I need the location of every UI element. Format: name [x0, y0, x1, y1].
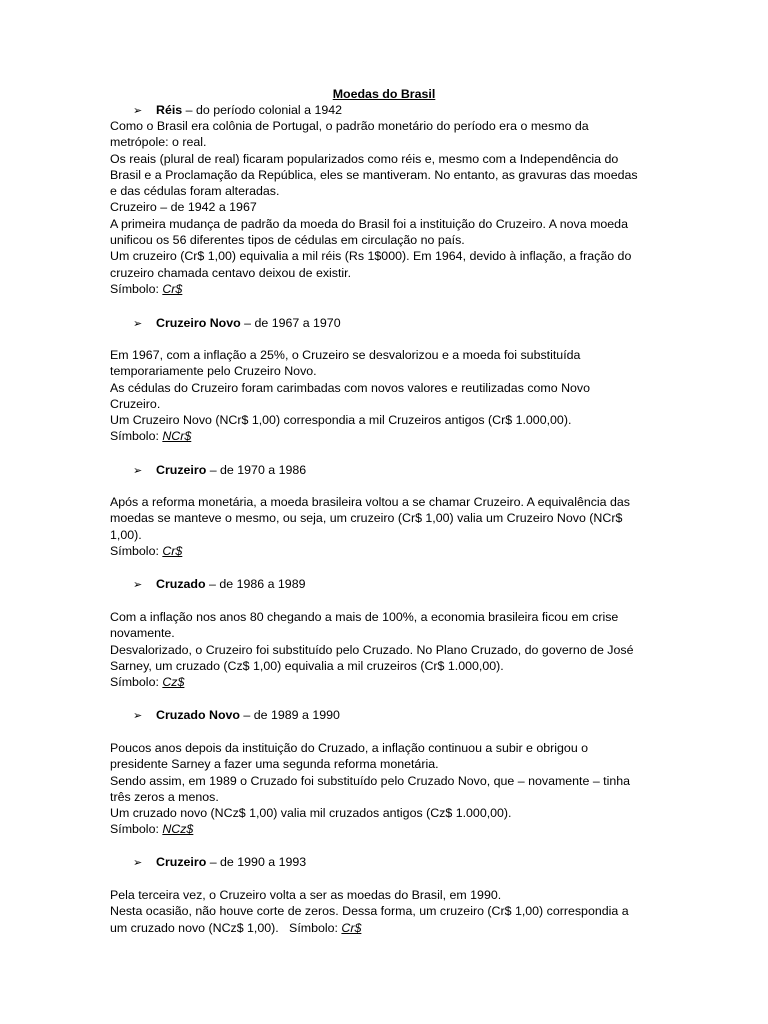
arrow-bullet-icon: ➢ [133, 318, 143, 330]
paragraph-line: cruzeiro chamada centavo deixou de existir. [110, 265, 352, 280]
section-period: – de 1989 a 1990 [239, 708, 340, 722]
section-name: Cruzeiro [156, 463, 207, 477]
section-cruzeiro-1970-body [110, 494, 655, 559]
paragraph-line: 1,00). [110, 527, 142, 542]
paragraph-line: metrópole: o real. [110, 135, 207, 150]
paragraph-line: Desvalorizado, o Cruzeiro foi substituído pelo Cruzado. No Plano Cruzado, do governo de José [110, 642, 634, 657]
arrow-bullet-icon: ➢ [133, 579, 143, 591]
currency-symbol: Cz$ [162, 675, 185, 690]
section-period: – de 1967 a 1970 [240, 316, 341, 330]
paragraph-line: presidente Sarney a fazer uma segunda reforma monetária. [110, 757, 439, 772]
section-name: Cruzado Novo [156, 708, 240, 722]
symbol-line [110, 674, 655, 690]
section-cruzeiro-1970-heading [133, 462, 306, 479]
arrow-bullet-icon: ➢ [133, 465, 143, 477]
paragraph-line: temporariamente pelo Cruzeiro Novo. [110, 364, 317, 379]
section-name: Réis [156, 103, 183, 117]
section-period: – de 1970 a 1986 [206, 463, 307, 477]
symbol-line [110, 920, 655, 936]
section-name: Cruzado [156, 577, 206, 591]
section-period: – do período colonial a 1942 [182, 103, 343, 117]
paragraph-line: um cruzado novo (NCz$ 1,00). Símbolo: [110, 920, 342, 935]
section-cruzeiro-novo-heading [133, 315, 341, 332]
currency-symbol: Cr$ [162, 543, 183, 558]
section-cruzeiro-1990-heading [133, 854, 306, 871]
paragraph-line: As cédulas do Cruzeiro foram carimbadas com novos valores e reutilizadas como Novo [110, 380, 591, 395]
currency-symbol: NCz$ [162, 822, 194, 837]
currency-symbol: Cr$ [162, 281, 183, 296]
arrow-bullet-icon: ➢ [133, 105, 143, 117]
section-cruzeiro-1990-body [110, 887, 655, 936]
section-name: Cruzeiro Novo [156, 316, 241, 330]
paragraph-line: Um cruzeiro (Cr$ 1,00) equivalia a mil réis (Rs 1$000). Em 1964, devido à inflação, a fração do [110, 249, 632, 264]
paragraph-line: e das cédulas foram alteradas. [110, 184, 280, 199]
section-cruzado-novo-heading [133, 707, 340, 724]
section-reis-body [110, 118, 655, 297]
section-cruzeiro-novo-body [110, 347, 655, 445]
paragraph-line: Poucos anos depois da instituição do Cruzado, a inflação continuou a subir e obrigou o [110, 741, 589, 755]
symbol-line [110, 543, 655, 559]
section-reis-heading [133, 102, 342, 119]
page-title: Moedas do Brasil [332, 87, 436, 101]
paragraph-line: Em 1967, com a inflação a 25%, o Cruzeiro se desvalorizou e a moeda foi substituída [110, 348, 581, 362]
section-period: – de 1990 a 1993 [206, 855, 307, 869]
section-cruzado-body [110, 609, 655, 690]
paragraph-line: três zeros a menos. [110, 789, 219, 804]
symbol-line [110, 428, 655, 444]
paragraph-line: Com a inflação nos anos 80 chegando a mais de 100%, a economia brasileira ficou em crise [110, 610, 619, 624]
section-name: Cruzeiro [156, 855, 207, 869]
paragraph-line: Um Cruzeiro Novo (NCr$ 1,00) correspondia a mil Cruzeiros antigos (Cr$ 1.000,00). [110, 413, 572, 428]
paragraph-line: Os reais (plural de real) ficaram popularizados como réis e, mesmo com a Independência do [110, 151, 619, 166]
symbol-label: Símbolo: [110, 675, 163, 690]
paragraph-line: Pela terceira vez, o Cruzeiro volta a ser as moedas do Brasil, em 1990. [110, 888, 502, 902]
paragraph-line: Um cruzado novo (NCz$ 1,00) valia mil cruzados antigos (Cz$ 1.000,00). [110, 806, 512, 821]
symbol-line [110, 821, 655, 837]
arrow-bullet-icon: ➢ [133, 710, 143, 722]
paragraph-line: Cruzeiro – de 1942 a 1967 [110, 200, 257, 215]
symbol-label: Símbolo: [110, 822, 163, 837]
paragraph-line: Nesta ocasião, não houve corte de zeros. Dessa forma, um cruzeiro (Cr$ 1,00) correspondia a [110, 904, 629, 919]
arrow-bullet-icon: ➢ [133, 857, 143, 869]
symbol-label: Símbolo: [110, 429, 163, 444]
currency-symbol: NCr$ [162, 429, 192, 444]
paragraph-line: Após a reforma monetária, a moeda brasileira voltou a se chamar Cruzeiro. A equivalência das [110, 495, 630, 509]
symbol-label: Símbolo: [110, 543, 163, 558]
currency-symbol: Cr$ [341, 920, 362, 935]
section-cruzado-heading [133, 576, 305, 593]
paragraph-line: unificou os 56 diferentes tipos de cédulas em circulação no país. [110, 233, 465, 248]
paragraph-line: A primeira mudança de padrão da moeda do Brasil foi a instituição do Cruzeiro. A nova moeda [110, 216, 628, 231]
paragraph-line: novamente. [110, 626, 175, 641]
paragraph-line: Como o Brasil era colônia de Portugal, o padrão monetário do período era o mesmo da [110, 119, 589, 133]
paragraph-line: Cruzeiro. [110, 396, 161, 411]
paragraph-line: Sarney, um cruzado (Cz$ 1,00) equivalia a mil cruzeiros (Cr$ 1.000,00). [110, 658, 504, 673]
paragraph-line: moedas se manteve o mesmo, ou seja, um cruzeiro (Cr$ 1,00) valia um Cruzeiro Novo (NCr$ [110, 511, 623, 526]
symbol-line [110, 281, 655, 297]
section-period: – de 1986 a 1989 [205, 577, 306, 591]
section-cruzado-novo-body [110, 740, 655, 838]
symbol-label: Símbolo: [110, 281, 163, 296]
paragraph-line: Sendo assim, em 1989 o Cruzado foi substituído pelo Cruzado Novo, que – novamente – tinha [110, 773, 631, 788]
paragraph-line: Brasil e a Proclamação da República, eles se mantiveram. No entanto, as gravuras das moedas [110, 167, 638, 182]
